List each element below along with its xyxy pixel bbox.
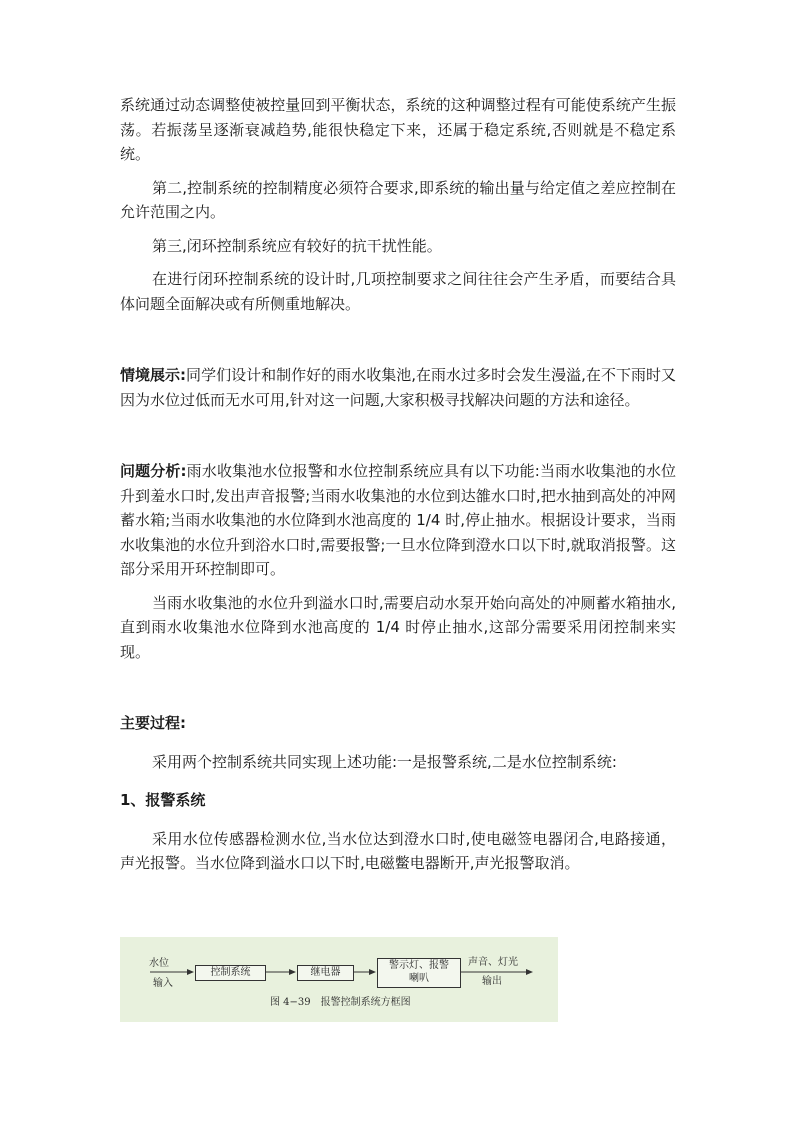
alarm-block-diagram <box>120 937 558 1022</box>
analysis-text: 雨水收集池水位报警和水位控制系统应具有以下功能:当雨水收集池的水位升到羞水口时,发出声音报警;当雨水收集池的水位到达雒水口时,把水抽到高处的冲网蓄水箱;当雨水收集池的水位降到水池高度的 1/4 时,停止抽水。根据设计要求，当雨水收集池的水位升到浴水口时,需要报警;一旦水位降到澄水口以下时,就取消报警。这部分采用开环控制即可。 <box>120 462 677 578</box>
situation-label: 情境展示: <box>120 366 187 384</box>
box-relay: 继电器 <box>297 965 354 981</box>
paragraph-design: 在进行闭环控制系统的设计时,几项控制要求之间往往会产生矛盾，而要结合具体问题全面解决或有所侧重地解决。 <box>120 270 676 313</box>
box-alarm-devices <box>377 958 461 988</box>
heading-main-process: 主要过程: <box>120 714 186 732</box>
paragraph-third: 第三,闭环控制系统应有较好的抗干扰性能。 <box>152 236 442 255</box>
paragraph-stability: 系统通过动态调整使被控量回到平衡状态，系统的这种调整过程有可能使系统产生振荡。若振荡呈逐渐衰减趋势,能很快稳定下来，还属于稳定系统,否则就是不稳定系统。 <box>120 96 676 163</box>
figure-caption: 图 4−39 报警控制系统方框图 <box>270 997 411 1008</box>
heading-alarm-system: 1、报警系统 <box>120 791 206 809</box>
paragraph-two-systems: 采用两个控制系统共同实现上述功能:一是报警系统,二是水位控制系统: <box>152 752 617 771</box>
output-label-2: 输出 <box>482 976 502 987</box>
paragraph-situation <box>120 363 676 412</box>
paragraph-second: 第二,控制系统的控制精度必须符合要求,即系统的输出量与给定值之差应控制在允许范围之内。 <box>120 178 676 221</box>
input-label-1: 水位 <box>149 958 169 969</box>
document-body <box>120 93 676 876</box>
paragraph-analysis <box>120 459 676 582</box>
box-control-system: 控制系统 <box>195 965 266 981</box>
box-alarm-line1: 警示灯、报警 <box>389 960 449 971</box>
input-label-2: 输入 <box>153 978 173 989</box>
situation-text: 同学们设计和制作好的雨水收集池,在雨水过多时会发生漫溢,在不下雨时又因为水位过低而无水可用,针对这一问题,大家积极寻找解决问题的方法和途径。 <box>120 366 676 409</box>
box-alarm-line2: 喇叭 <box>409 973 429 984</box>
analysis-label: 问题分析: <box>120 462 187 480</box>
paragraph-alarm: 采用水位传感器检测水位,当水位达到澄水口时,使电磁签电器闭合,电路接通，声光报警。当水位降到溢水口以下时,电磁鳖电器断开,声光报警取消。 <box>120 829 676 872</box>
output-label-1: 声音、灯光 <box>468 957 518 968</box>
paragraph-closed-loop: 当雨水收集池的水位升到溢水口时,需要启动水泵开始向高处的冲厕蓄水箱抽水,直到雨水收集池水位降到水池高度的 1/4 时停止抽水,这部分需要采用闭控制来实现。 <box>120 593 676 661</box>
